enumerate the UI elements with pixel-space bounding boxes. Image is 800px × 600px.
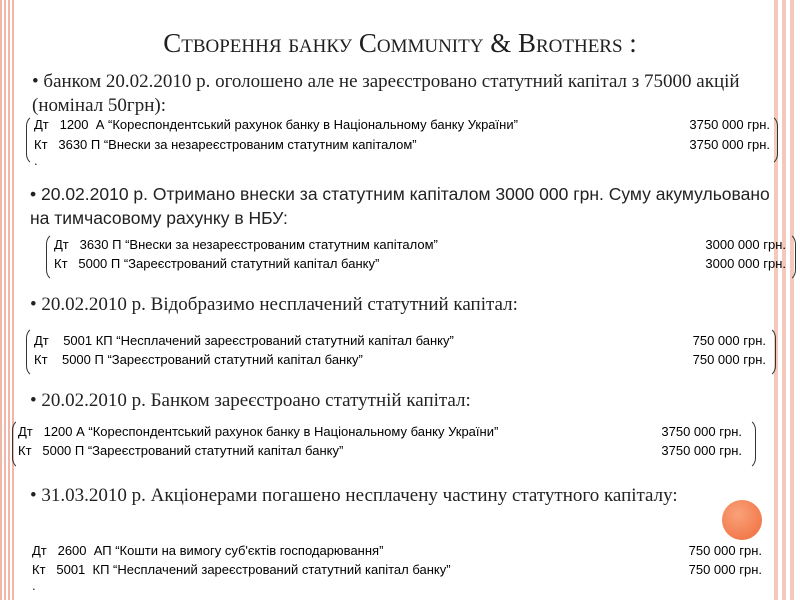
right-decorative-border (770, 0, 800, 600)
bullet-4: • 20.02.2010 р. Банком зареєстроано статутній капітал: (30, 390, 471, 411)
entry-4-credit-amount: 3750 000 грн. (661, 443, 742, 458)
bullet-1: • банком 20.02.2010 р. оголошено але не зареєстровано статутний капітал з 75000 акцій (номінал 50грн): (32, 71, 740, 116)
bullet-3: • 20.02.2010 р. Відобразимо несплачений статутний капітал: (30, 294, 518, 315)
slide-title: Створення банку Community & Brothers : (163, 28, 637, 58)
entry-5-credit-amount: 750 000 грн. (688, 562, 762, 577)
entry-4-debit-amount: 3750 000 грн. (661, 424, 742, 439)
decorative-circle (722, 500, 762, 540)
entry-2-credit: Кт 5000 П “Зареєстрований статутний капітал банку” (54, 256, 380, 271)
entry-5-credit: Кт 5001 КП “Несплачений зареєстрований статутний капітал банку” (32, 562, 451, 577)
bullet-5: • 31.03.2010 р. Акціонерами погашено несплачену частину статутного капіталу: (30, 485, 678, 506)
bullet-2: • 20.02.2010 р. Отримано внески за статутним капіталом 3000 000 грн. Суму акумульовано на тимчасовому рахунку в НБУ: (30, 184, 770, 228)
entry-1-credit-amount: 3750 000 грн. (689, 137, 770, 152)
entry-5-debit-amount: 750 000 грн. (688, 543, 762, 558)
entry-1-debit-amount: 3750 000 грн. (689, 117, 770, 132)
entry-5-debit: Дт 2600 АП “Кошти на вимогу суб'єктів господарювання” (32, 543, 384, 558)
entry-2-credit-amount: 3000 000 грн. (705, 256, 786, 271)
entry-3-debit: Дт 5001 КП “Несплачений зареєстрований статутний капітал банку” (34, 333, 454, 348)
entry-2-debit: Дт 3630 П “Внески за незареєстрованим статутним капіталом” (54, 237, 438, 252)
entry-2-debit-amount: 3000 000 грн. (705, 237, 786, 252)
dot-marker: . (34, 153, 38, 168)
entry-1-credit: Кт 3630 П “Внески за незареєстрованим статутним капіталом” (34, 137, 417, 152)
entry-4-debit: Дт 1200 А “Кореспондентський рахунок банку в Національному банку України” (18, 424, 499, 439)
left-decorative-border (0, 0, 15, 600)
dot-marker: . (32, 578, 36, 593)
entry-1-debit: Дт 1200 А “Кореспондентський рахунок банку в Національному банку України” (34, 117, 518, 132)
entry-3-credit-amount: 750 000 грн. (692, 352, 766, 367)
entry-3-debit-amount: 750 000 грн. (692, 333, 766, 348)
entry-3-credit: Кт 5000 П “Зареєстрований статутний капітал банку” (34, 352, 363, 367)
entry-4-credit: Кт 5000 П “Зареєстрований статутний капітал банку” (18, 443, 344, 458)
